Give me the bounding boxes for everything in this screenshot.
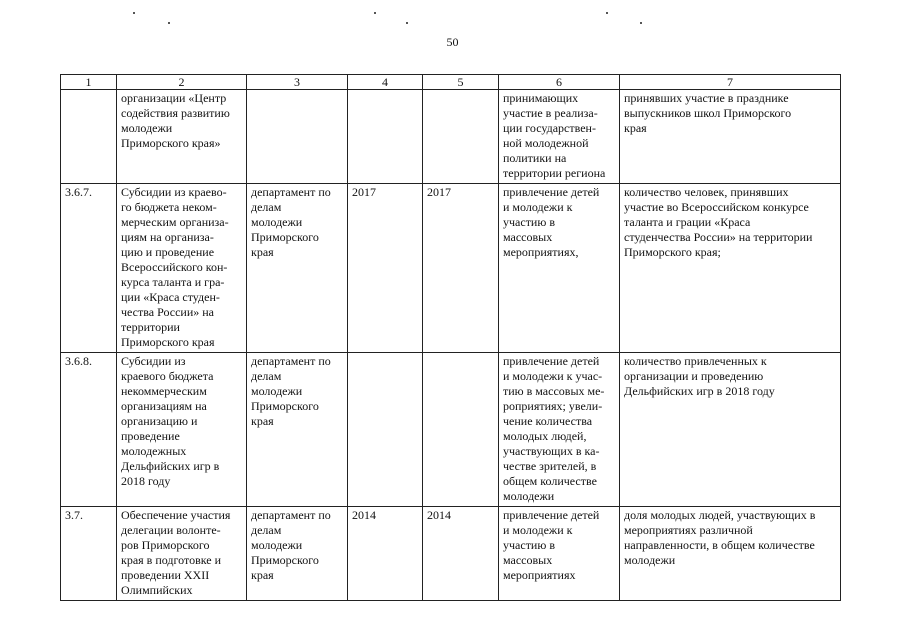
start-year-cell [348,90,423,184]
column-number-4: 4 [348,75,423,90]
start-year-cell: 2017 [348,184,423,353]
executor-cell: департамент по делам молодежи Приморского края [247,184,348,353]
expected-result-cell: принимающих участие в реализа- ции государствен- ной молодежной политики на территории региона [499,90,620,184]
column-number-7: 7 [620,75,841,90]
scan-speck [374,12,376,14]
row-number-cell: 3.6.8. [61,353,117,507]
activity-name-cell: Обеспечение участия делегации волонте- ров Приморского края в подготовке и проведении XXII Олимпийских [117,507,247,601]
column-number-3: 3 [247,75,348,90]
row-number-cell: 3.7. [61,507,117,601]
column-number-1: 1 [61,75,117,90]
scan-speck [406,22,408,24]
end-year-cell: 2017 [423,184,499,353]
activity-name-cell: организации «Центр содействия развитию молодежи Приморского края» [117,90,247,184]
end-year-cell [423,353,499,507]
column-number-6: 6 [499,75,620,90]
expected-result-cell: привлечение детей и молодежи к учас- тию в массовых ме- роприятиях; увели- чение количества молодых людей, участвующих в ка- честве зрителей, в общем количестве молодежи [499,353,620,507]
table-row [61,184,841,353]
start-year-cell: 2014 [348,507,423,601]
scan-speck [168,22,170,24]
scan-speck [640,22,642,24]
start-year-cell [348,353,423,507]
scan-speck [606,12,608,14]
table-row [61,353,841,507]
row-number-cell [61,90,117,184]
indicator-cell: доля молодых людей, участвующих в мероприятиях различной направленности, в общем количестве молодежи [620,507,841,601]
expected-result-cell: привлечение детей и молодежи к участию в массовых мероприятиях, [499,184,620,353]
column-number-5: 5 [423,75,499,90]
expected-result-cell: привлечение детей и молодежи к участию в массовых мероприятиях [499,507,620,601]
indicator-cell: принявших участие в празднике выпускников школ Приморского края [620,90,841,184]
column-number-row [61,75,841,90]
activity-name-cell: Субсидии из краево- го бюджета неком- мерческим организа- циям на организа- цию и проведение Всероссийского кон- курса таланта и гра- ции «Краса студен- чества России» на территории Приморского края [117,184,247,353]
executor-cell: департамент по делам молодежи Приморского края [247,353,348,507]
column-number-2: 2 [117,75,247,90]
executor-cell [247,90,348,184]
indicator-cell: количество привлеченных к организации и проведению Дельфийских игр в 2018 году [620,353,841,507]
activity-name-cell: Субсидии из краевого бюджета некоммерческим организациям на организацию и проведение молодежных Дельфийских игр в 2018 году [117,353,247,507]
program-activities-table [60,74,841,601]
scan-speck [133,12,135,14]
table-row [61,507,841,601]
row-number-cell: 3.6.7. [61,184,117,353]
indicator-cell: количество человек, принявших участие во Всероссийском конкурсе таланта и грации «Краса студенчества России» на территории Приморского края; [620,184,841,353]
end-year-cell: 2014 [423,507,499,601]
end-year-cell [423,90,499,184]
page-number: 50 [446,35,459,49]
executor-cell: департамент по делам молодежи Приморского края [247,507,348,601]
table-row [61,90,841,184]
